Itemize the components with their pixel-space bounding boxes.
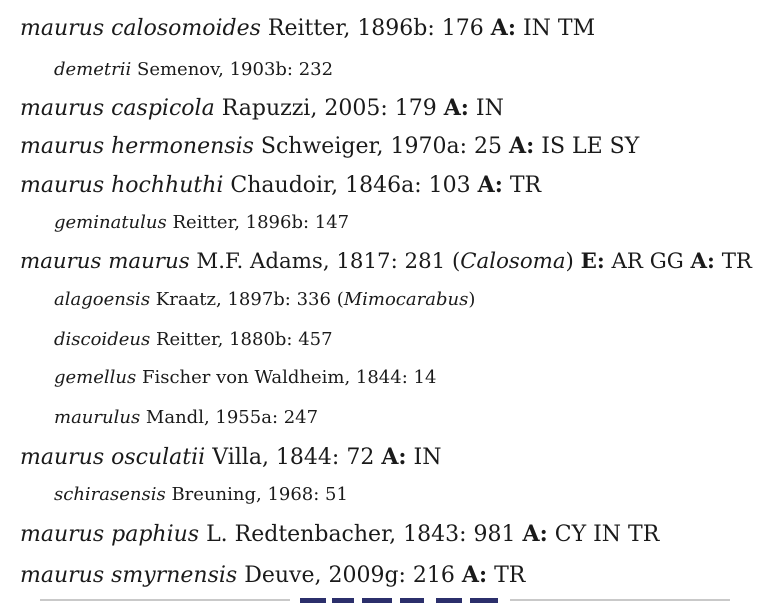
taxon-name: alagoensis bbox=[54, 289, 151, 310]
distribution-codes: IN bbox=[475, 96, 504, 121]
taxon-entry bbox=[20, 97, 504, 120]
author-citation: Reitter, 1880b: 457 bbox=[155, 329, 333, 350]
distribution-label: A: bbox=[443, 95, 469, 121]
taxon-entry bbox=[20, 135, 639, 158]
distribution-codes: AR GG bbox=[611, 249, 684, 274]
distribution-label: E: bbox=[580, 249, 605, 274]
synonym-entry bbox=[54, 486, 348, 504]
distribution-label: A: bbox=[381, 444, 407, 470]
author-citation: Reitter, 1896b: 176 bbox=[267, 16, 484, 41]
taxon-name: maurus paphius bbox=[20, 522, 200, 547]
author-citation: Mandl, 1955a: 247 bbox=[145, 407, 319, 428]
note-paren-close: ) bbox=[468, 289, 476, 310]
synonym-entry bbox=[54, 291, 475, 309]
distribution-codes: TR bbox=[509, 173, 542, 198]
divider-line bbox=[40, 599, 290, 601]
distribution-codes: CY IN TR bbox=[554, 522, 660, 547]
author-citation: Rapuzzi, 2005: 179 bbox=[221, 96, 437, 121]
taxon-name: schirasensis bbox=[54, 484, 166, 505]
taxon-name: maurus caspicola bbox=[20, 96, 215, 121]
distribution-label: A: bbox=[509, 133, 535, 159]
author-citation: L. Redtenbacher, 1843: 981 bbox=[206, 522, 516, 547]
distribution-label: A: bbox=[690, 249, 715, 274]
cut-off-element bbox=[470, 598, 498, 603]
distribution-codes: IN TM bbox=[522, 16, 596, 41]
taxon-name: geminatulus bbox=[54, 212, 167, 233]
author-citation: M.F. Adams, 1817: 281 bbox=[196, 249, 446, 274]
taxon-entry bbox=[20, 251, 752, 272]
synonym-entry bbox=[54, 61, 333, 79]
taxon-name: maurus maurus bbox=[20, 249, 190, 274]
taxon-name: gemellus bbox=[54, 367, 137, 388]
distribution-codes: IS LE SY bbox=[541, 134, 640, 159]
author-citation: Chaudoir, 1846a: 103 bbox=[230, 173, 471, 198]
cut-off-element bbox=[436, 598, 462, 603]
cut-off-element bbox=[300, 598, 326, 603]
distribution-label: A: bbox=[477, 172, 503, 198]
distribution-label: A: bbox=[490, 15, 516, 41]
cut-off-element bbox=[400, 598, 424, 603]
taxon-entry bbox=[20, 564, 525, 587]
synonym-entry bbox=[54, 409, 318, 427]
cut-off-element bbox=[362, 598, 392, 603]
distribution-codes: TR bbox=[494, 563, 526, 588]
taxon-entry bbox=[20, 17, 595, 40]
author-citation: Reitter, 1896b: 147 bbox=[172, 212, 350, 233]
note-paren-close: ) bbox=[565, 249, 574, 274]
taxon-name: maurus smyrnensis bbox=[20, 563, 238, 588]
taxon-name: maurus hochhuthi bbox=[20, 173, 224, 198]
author-citation: Breuning, 1968: 51 bbox=[171, 484, 348, 505]
taxon-entry bbox=[20, 174, 541, 197]
synonym-entry bbox=[54, 214, 349, 232]
distribution-label: A: bbox=[461, 562, 488, 588]
distribution-codes: IN bbox=[413, 445, 442, 470]
note-paren-open: ( bbox=[336, 289, 344, 310]
original-genus: Calosoma bbox=[460, 249, 566, 274]
author-citation: Schweiger, 1970a: 25 bbox=[260, 134, 503, 159]
taxon-name: discoideus bbox=[54, 329, 151, 350]
taxon-name: maurus osculatii bbox=[20, 445, 206, 470]
distribution-label: A: bbox=[522, 521, 548, 547]
author-citation: Deuve, 2009g: 216 bbox=[244, 563, 455, 588]
note-paren-open: ( bbox=[451, 249, 461, 274]
original-genus: Mimocarabus bbox=[343, 289, 469, 310]
taxon-entry bbox=[20, 446, 441, 469]
taxon-name: maurus hermonensis bbox=[20, 134, 254, 159]
taxon-name: maurulus bbox=[54, 407, 141, 428]
author-citation: Kraatz, 1897b: 336 bbox=[155, 289, 331, 310]
cut-off-element bbox=[332, 598, 354, 603]
synonym-entry bbox=[54, 331, 333, 349]
author-citation: Villa, 1844: 72 bbox=[212, 445, 375, 470]
author-citation: Semenov, 1903b: 232 bbox=[136, 59, 334, 80]
distribution-codes: TR bbox=[721, 249, 752, 274]
taxon-name: maurus calosomoides bbox=[20, 16, 261, 41]
page-bottom-edge bbox=[0, 597, 757, 603]
taxon-entry bbox=[20, 523, 659, 546]
divider-line bbox=[510, 599, 730, 601]
taxon-name: demetrii bbox=[54, 59, 132, 80]
synonym-entry bbox=[54, 369, 436, 387]
author-citation: Fischer von Waldheim, 1844: 14 bbox=[141, 367, 437, 388]
